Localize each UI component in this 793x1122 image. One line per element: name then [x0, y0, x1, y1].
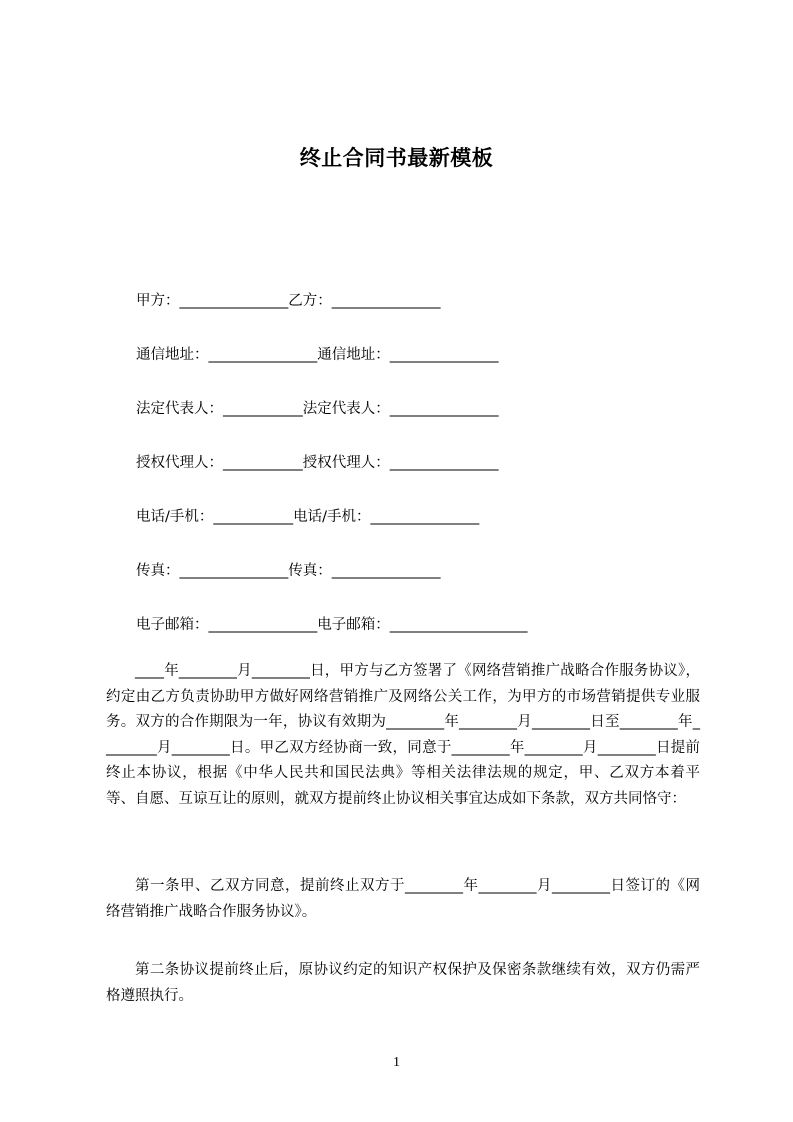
fax-line: 传真：_______________传真：_______________: [136, 563, 441, 579]
page-number: 1: [393, 1055, 400, 1070]
email-line: 电子邮箱：_______________电子邮箱：___________________: [136, 617, 528, 633]
document-title: 终止合同书最新模板: [299, 146, 494, 170]
phone-line: 电话/手机：___________电话/手机：_______________: [136, 509, 480, 525]
article-one-paragraph: 第一条甲、乙双方同意，提前终止双方于________年________月________日签订的《网络营销推广战略合作服务协议》。: [106, 878, 700, 920]
address-line: 通信地址：_______________通信地址：_______________: [136, 347, 499, 363]
intro-paragraph: ____年________月________日，甲方与乙方签署了《网络营销推广战略合作服务协议》，约定由乙方负责协助甲方做好网络营销推广及网络公关工作，为甲方的市场营销提供专业服务。双方的合作期限为一年，协议有效期为________年________月________日至________年________月________日。甲乙双方经协商一致，同意于________年________月________日提前终止本协议，根据《中华人民共和国民法典》等相关法律法规的规定，甲、乙双方本着平等、自愿、互谅互让的原则，就双方提前终止协议相关事宜达成如下条款，双方共同恪守：: [106, 663, 700, 807]
party-name-line: 甲方：_______________乙方：_______________: [136, 293, 441, 309]
party-info-fields: [136, 290, 528, 668]
article-two-paragraph: 第二条协议提前终止后，原协议约定的知识产权保护及保密条款继续有效，双方仍需严格遵照执行。: [106, 962, 700, 1004]
authorized-agent-line: 授权代理人：___________授权代理人：_______________: [136, 455, 499, 471]
legal-representative-line: 法定代表人：___________法定代表人：_______________: [136, 401, 499, 417]
